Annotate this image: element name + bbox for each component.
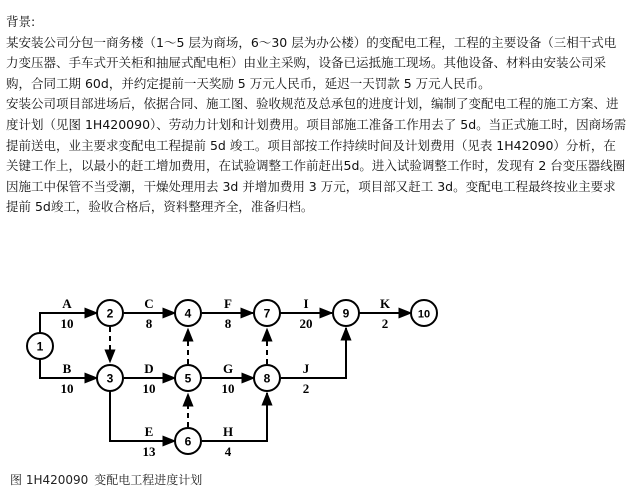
event-node-7 xyxy=(254,300,280,326)
svg-text:9: 9 xyxy=(342,306,350,321)
event-node-4 xyxy=(175,300,201,326)
svg-text:8: 8 xyxy=(263,371,271,386)
svg-text:10: 10 xyxy=(417,308,431,321)
activity-label-K: K xyxy=(379,296,391,311)
activity-arrow-H xyxy=(202,393,267,441)
activity-label-J: J xyxy=(302,361,310,376)
activity-duration-C: 8 xyxy=(145,316,153,331)
event-node-5 xyxy=(175,365,201,391)
activity-label-F: F xyxy=(224,296,232,311)
activity-duration-E: 13 xyxy=(142,444,156,459)
event-node-9 xyxy=(333,300,359,326)
event-node-10 xyxy=(411,300,437,326)
activity-duration-A: 10 xyxy=(60,316,74,331)
activity-arrow-E xyxy=(110,391,175,441)
figure-title: 变配电工程进度计划 xyxy=(94,473,203,487)
activity-label-A: A xyxy=(62,296,72,311)
background-paragraph-1: 某安装公司分包一商务楼（1～5 层为商场，6～30 层为办公楼）的变配电工程，工程的主要设备（三相干式电力变压器、手车式开关柜和抽屉式配电柜）由业主采购，设备已运抵施工现场。其他设备、材料由安装公司采购，合同工期 60d，并约定提前一天奖励 5 万元人民币，延迟一天罚款 5 万元人民币。 xyxy=(6,34,617,91)
svg-text:6: 6 xyxy=(184,434,192,449)
event-node-2 xyxy=(97,300,123,326)
activity-label-H: H xyxy=(222,424,234,439)
background-paragraph-2: 安装公司项目部进场后，依据合同、施工图、验收规范及总承包的进度计划，编制了变配电工程的施工方案、进度计划（见图 1H420090）、劳动力计划和计划费用。项目部施工准备工作用去了 5d。当正式施工时，因商场需提前送电，业主要求变配电工程提前 5d 竣工。项目部按工作持续时间及计划费用（见表 1H42090）分析，在关键工作上，以最小的赶工增加费用，在试验调整工作前赶出5d。进入试验调整工作时，发现有 2 台变压器线圈因施工中保管不当受潮，干燥处理用去 3d 并增加费用 3 万元，项目部又赶工 3d。变配电工程最终按业主要求提前 5d竣工，验收合格后，资料整理齐全，准备归档。 xyxy=(6,96,627,215)
event-node-1 xyxy=(27,333,53,359)
activity-label-E: E xyxy=(144,424,154,439)
event-node-6 xyxy=(175,428,201,454)
activity-duration-D: 10 xyxy=(142,381,156,396)
svg-text:4: 4 xyxy=(184,306,192,321)
activity-duration-H: 4 xyxy=(224,444,232,459)
background-heading: 背景: xyxy=(6,14,36,29)
activity-label-D: D xyxy=(144,361,154,376)
svg-text:7: 7 xyxy=(263,306,271,321)
activity-duration-B: 10 xyxy=(60,381,74,396)
svg-text:5: 5 xyxy=(184,371,192,386)
activity-label-I: I xyxy=(303,296,309,311)
activity-label-B: B xyxy=(62,361,72,376)
svg-text:2: 2 xyxy=(106,306,114,321)
activity-duration-J: 2 xyxy=(302,381,310,396)
activity-label-C: C xyxy=(144,296,154,311)
activity-duration-K: 2 xyxy=(381,316,389,331)
activity-duration-G: 10 xyxy=(221,381,235,396)
event-node-3 xyxy=(97,365,123,391)
svg-text:1: 1 xyxy=(36,339,44,354)
figure-caption xyxy=(10,471,202,488)
activity-duration-F: 8 xyxy=(224,316,232,331)
activity-label-G: G xyxy=(222,361,234,376)
svg-text:3: 3 xyxy=(106,371,114,386)
event-node-8 xyxy=(254,365,280,391)
figure-number: 图 1H420090 xyxy=(10,473,89,487)
activity-arrow-J xyxy=(281,328,346,378)
activity-duration-I: 20 xyxy=(299,316,313,331)
